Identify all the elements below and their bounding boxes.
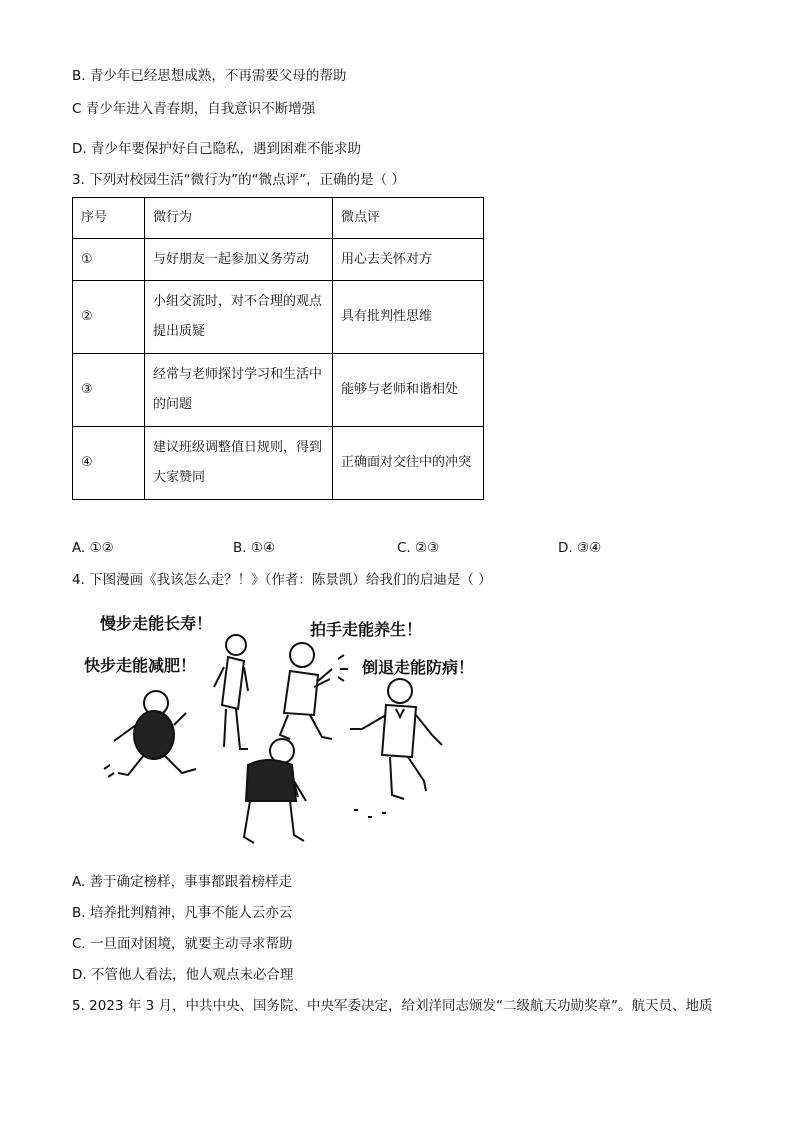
q3-option-d: D. ③④ <box>558 540 602 556</box>
comic-label: 快步走能减肥！ <box>84 656 197 675</box>
table-row <box>73 427 484 500</box>
table-header-row <box>73 198 484 239</box>
row-number: ① <box>73 239 145 281</box>
table-row <box>73 239 484 281</box>
slow-walker-figure <box>214 635 248 749</box>
q4-option-c: C. 一旦面对困境，就要主动寻求帮助 <box>72 936 293 952</box>
row-action: 与好朋友一起参加义务劳动 <box>145 239 333 281</box>
header-cell: 序号 <box>73 198 145 239</box>
q2-option-b: B. 青少年已经思想成熟，不再需要父母的帮助 <box>72 68 347 84</box>
row-number: ④ <box>73 427 145 500</box>
row-comment: 正确面对交往中的冲突 <box>333 427 484 500</box>
q3-stem: 3. 下列对校园生活“微行为”的“微点评”，正确的是（ ） <box>72 172 405 188</box>
q3-option-c: C. ②③ <box>397 540 440 556</box>
header-cell: 微点评 <box>333 198 484 239</box>
row-action: 小组交流时，对不合理的观点提出质疑 <box>145 281 333 354</box>
row-comment: 用心去关怀对方 <box>333 239 484 281</box>
comic-label: 拍手走能养生！ <box>310 620 423 639</box>
header-cell: 微行为 <box>145 198 333 239</box>
q4-option-a: A. 善于确定榜样，事事都跟着榜样走 <box>72 874 293 890</box>
bending-figure <box>244 739 306 843</box>
q4-option-d: D. 不管他人看法，他人观点未必合理 <box>72 967 294 983</box>
q3-table <box>72 197 484 500</box>
comic-label: 倒退走能防病！ <box>362 658 475 677</box>
comic-label: 慢步走能长寿！ <box>100 614 213 633</box>
row-comment: 具有批判性思维 <box>333 281 484 354</box>
q5-stem: 5. 2023 年 3 月，中共中央、国务院、中央军委决定，给刘洋同志颁发“二级航天功勋奖章”。航天员、地质 <box>72 998 713 1014</box>
row-action: 建议班级调整值日规则，得到大家赞同 <box>145 427 333 500</box>
row-action: 经常与老师探讨学习和生活中的问题 <box>145 354 333 427</box>
q2-option-c: C 青少年进入青春期，自我意识不断增强 <box>72 101 316 117</box>
q3-option-a: A. ①② <box>72 540 114 556</box>
backward-walker-figure <box>350 679 442 817</box>
table-row <box>73 281 484 354</box>
row-number: ③ <box>73 354 145 427</box>
comic-illustration <box>78 605 498 855</box>
q4-stem: 4. 下图漫画《我该怎么走？！》（作者：陈景凯）给我们的启迪是（ ） <box>72 572 492 588</box>
q2-option-d: D. 青少年要保护好自己隐私，遇到困难不能求助 <box>72 141 361 157</box>
q4-option-b: B. 培养批判精神，凡事不能人云亦云 <box>72 905 293 921</box>
row-comment: 能够与老师和谐相处 <box>333 354 484 427</box>
q3-option-b: B. ①④ <box>233 540 276 556</box>
row-number: ② <box>73 281 145 354</box>
fast-walker-figure <box>104 691 196 777</box>
clapping-walker-figure <box>280 643 348 739</box>
table-row <box>73 354 484 427</box>
